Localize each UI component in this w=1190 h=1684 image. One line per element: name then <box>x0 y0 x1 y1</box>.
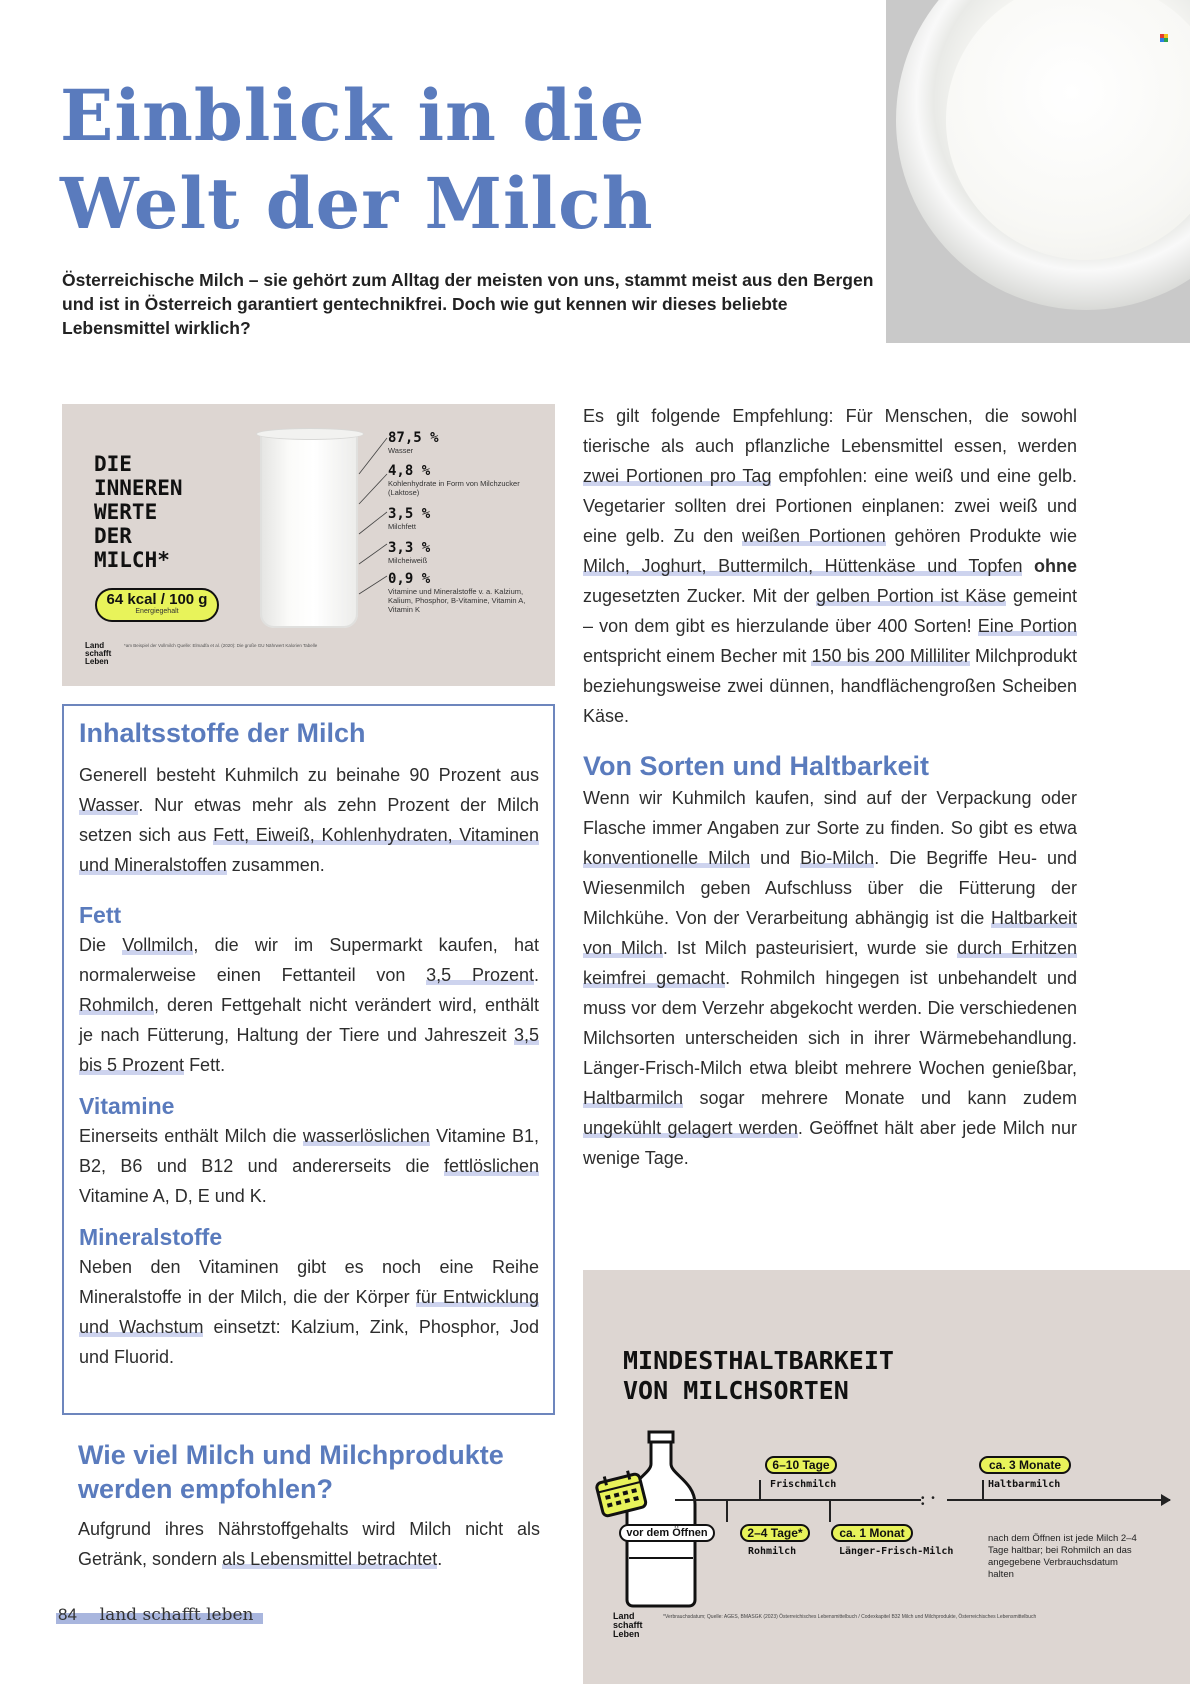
bold-text: ohne <box>1034 556 1077 576</box>
heading-line: INNEREN <box>94 476 183 500</box>
vitamine-text <box>79 1121 539 1211</box>
shelf-life-infographic <box>583 1270 1190 1684</box>
text-segment: empfohlen: eine weiß und eine gelb. Vegetarier sollten drei Portionen einplanen: zwei weiß und eine gelb. Zu den <box>583 466 1077 546</box>
mineral-title: Mineralstoffe <box>79 1224 223 1250</box>
nutrient-fat <box>388 506 528 531</box>
nutrient-value: 4,8 % <box>388 463 431 479</box>
nutrient-water <box>388 430 528 455</box>
rohmilch-pill: 2–4 Tage* <box>740 1524 810 1542</box>
highlighted-text: 150 bis 200 Milliliter <box>811 646 970 666</box>
text-segment <box>1022 556 1034 576</box>
text-segment: Milchprodukt beziehungsweise zwei dünnen, handflächengroßen Scheiben Käse. <box>583 646 1077 726</box>
color-marks-icon <box>1160 34 1168 42</box>
logo-line: Land <box>85 641 105 650</box>
timeline-tick <box>759 1480 761 1500</box>
infographic-heading <box>94 452 183 572</box>
nutrient-value: 87,5 % <box>388 430 439 446</box>
milk-bottle-icon <box>615 1428 703 1608</box>
highlighted-text: 3,5 bis 5 Prozent <box>79 1025 539 1075</box>
land-schafft-leben-logo <box>613 1612 643 1639</box>
text-segment: zusammen. <box>226 855 325 875</box>
highlighted-text: Vollmilch <box>122 935 194 955</box>
shelf-life-title-line: VON MILCHSORTEN <box>623 1376 849 1405</box>
highlighted-text: als Lebensmittel betrachtet <box>222 1549 438 1569</box>
nutrient-value: 0,9 % <box>388 571 431 587</box>
calendar-icon <box>593 1470 649 1518</box>
nutrient-vitamins <box>388 571 528 614</box>
footer-brand: land schafft leben <box>99 1605 254 1625</box>
text-segment: . <box>533 965 539 985</box>
timeline-arrow <box>1161 1494 1171 1506</box>
recommendation-section <box>78 1438 540 1574</box>
nutrient-protein <box>388 540 528 565</box>
highlighted-text: Eine Portion <box>977 616 1078 636</box>
nutrient-value: 3,3 % <box>388 540 431 556</box>
laenger-frisch-pill: ca. 1 Monat <box>831 1524 913 1542</box>
text-segment: . Geöffnet hält aber jede Milch nur wenige Tage. <box>583 1118 1077 1168</box>
ingredients-intro <box>79 760 539 880</box>
frischmilch-pill: 6–10 Tage <box>765 1456 837 1474</box>
title-line-2: Welt der Milch <box>60 162 654 245</box>
text-segment: einsetzt: Kalzium, Zink, Phosphor, Jod und Fluorid. <box>79 1317 539 1367</box>
nutrient-desc: Milchfett <box>388 522 416 531</box>
text-segment: entspricht einem Becher mit <box>583 646 812 666</box>
text-segment: gehören Produkte wie <box>885 526 1077 546</box>
rohmilch-label: Rohmilch <box>748 1546 797 1557</box>
nutrient-desc: Milcheiweiß <box>388 556 428 565</box>
highlighted-text: Haltbarkeit von Milch <box>583 908 1077 958</box>
milk-jar-photo <box>886 0 1190 343</box>
text-segment: Neben den Vitaminen gibt es noch eine Reihe Mineralstoffe in der Milch, die der Körper <box>79 1257 539 1307</box>
timeline-break: • • • <box>921 1496 947 1504</box>
nutrition-infographic <box>62 404 555 686</box>
fett-text <box>79 930 539 1080</box>
before-opening-label: vor dem Öffnen <box>619 1524 715 1542</box>
highlighted-text: 3,5 Prozent <box>426 965 534 985</box>
text-segment: sogar mehrere Monate und kann zudem <box>683 1088 1077 1108</box>
recommendation-title: Wie viel Milch und Milchprodukte werden empfohlen? <box>78 1440 504 1504</box>
kcal-label: Energiegehalt <box>135 608 179 615</box>
haltbarmilch-pill: ca. 3 Monate <box>979 1456 1071 1474</box>
text-segment: gemeint – von dem gibt es hierzulande über 400 Sorten! <box>583 586 1077 636</box>
nutrient-desc: Wasser <box>388 446 414 455</box>
highlighted-text: gelben Portion ist Käse <box>815 586 1007 606</box>
logo-line: Land <box>613 1611 635 1621</box>
highlighted-text: fettlöslichen <box>443 1156 539 1176</box>
shelf-life-title-line: MINDESTHALTBARKEIT <box>623 1346 894 1375</box>
text-segment: Die <box>79 935 123 955</box>
after-opening-note: nach dem Öffnen ist jede Milch 2–4 Tage haltbar; bei Rohmilch an das angegebene Verbrauchsdatum halten <box>988 1533 1137 1580</box>
highlighted-text: Haltbarmilch <box>583 1088 684 1108</box>
text-segment: Fett. <box>184 1055 226 1075</box>
highlighted-text: Milch, Joghurt, Buttermilch, Hüttenkäse und Topfen <box>583 556 1023 576</box>
shelf-life-source: *Verbrauchsdatum; Quelle: AGES, BMASGK (2023) Österreichisches Lebensmittelbuch / Codexkapitel B32 Milch und Milchprodukte, Österreichisches Lebensmittelbuch <box>663 1614 1037 1620</box>
haltbarmilch-label: Haltbarmilch <box>988 1479 1061 1490</box>
laenger-frisch-label: Länger-Frisch-Milch <box>839 1546 954 1557</box>
page-footer <box>58 1604 254 1626</box>
sorten-text <box>583 783 1077 1173</box>
sorten-title: Von Sorten und Haltbarkeit <box>583 751 930 781</box>
timeline-tick <box>726 1500 728 1522</box>
highlighted-text: durch Erhitzen keimfrei gemacht <box>583 938 1078 988</box>
title-line-1: Einblick in die <box>60 74 646 157</box>
kcal-value: 64 kcal / 100 g <box>106 591 208 608</box>
vitamine-title: Vitamine <box>79 1093 175 1119</box>
page-number: 84 <box>58 1605 77 1624</box>
highlighted-text: für Entwicklung und Wachstum <box>79 1287 539 1337</box>
highlighted-text: wasserlöslichen <box>302 1126 430 1146</box>
timeline-tick <box>982 1480 984 1500</box>
ingredients-title: Inhaltsstoffe der Milch <box>79 718 366 748</box>
intro-text: Österreichische Milch – sie gehört zum Alltag der meisten von uns, stammt meist aus den Bergen und ist in Österreich garantiert gentechnikfrei. Doch wie gut kennen wir dieses beliebte Lebensmittel wirklich? <box>62 270 874 338</box>
logo-line: Leben <box>613 1629 640 1639</box>
highlighted-text: Bio-Milch <box>800 848 875 868</box>
text-segment: . <box>437 1549 443 1569</box>
highlighted-text: Wasser <box>79 795 139 815</box>
highlighted-text: konventionelle Milch <box>583 848 751 868</box>
kcal-badge <box>95 588 219 622</box>
logo-line: schafft <box>85 649 112 658</box>
right-column <box>583 401 1077 1173</box>
heading-line: WERTE <box>94 500 158 524</box>
milk-glass-illustration <box>260 432 358 628</box>
mineral-text <box>79 1252 539 1372</box>
text-segment: . Rohmilch hingegen ist unbehandelt und muss vor dem Verzehr abgekocht werden. Die verschiedenen Milchsorten unterscheiden sich in ihrer Wärmebehandlung. Länger-Frisch-Milch etwa bleibt mehrere Wochen genießbar, <box>583 968 1077 1078</box>
highlighted-text: Rohmilch <box>79 995 155 1015</box>
logo-line: Leben <box>85 657 109 666</box>
text-segment: Einerseits enthält Milch die <box>79 1126 303 1146</box>
fett-title: Fett <box>79 902 122 928</box>
recommendation-text <box>78 1514 540 1574</box>
timeline-tick <box>829 1500 831 1522</box>
highlighted-text: Fett, Eiweiß, Kohlenhydraten, Vitaminen und Mineralstoffen <box>79 825 539 875</box>
text-segment: Generell besteht Kuhmilch zu beinahe 90 Prozent aus <box>79 765 539 785</box>
land-schafft-leben-logo <box>85 642 111 666</box>
ingredients-box <box>62 704 555 1415</box>
text-segment: zugesetzten Zucker. Mit der <box>583 586 816 606</box>
heading-line: MILCH* <box>94 548 170 572</box>
text-segment: Vitamine A, D, E und K. <box>79 1186 267 1206</box>
text-segment: Vitamine B1, B2, B6 und B12 und andererseits die <box>79 1126 539 1176</box>
text-segment: , die wir im Supermarkt kaufen, hat normalerweise einen Fettanteil von <box>79 935 539 985</box>
highlighted-text: ungekühlt gelagert werden <box>583 1118 798 1138</box>
page-title <box>60 72 654 248</box>
text-segment: . Ist Milch pasteurisiert, wurde sie <box>662 938 958 958</box>
nutrient-carbs <box>388 463 528 497</box>
text-segment: Aufgrund ihres Nährstoffgehalts wird Milch nicht als Getränk, sondern <box>78 1519 540 1569</box>
highlighted-text: weißen Portionen <box>741 526 886 546</box>
highlighted-text: zwei Portionen pro Tag <box>583 466 772 486</box>
text-segment: Wenn wir Kuhmilch kaufen, sind auf der Verpackung oder Flasche immer Angaben zur Sorte zu finden. So gibt es etwa <box>583 788 1077 838</box>
nutrient-desc: Kohlenhydrate in Form von Milchzucker (Laktose) <box>388 479 520 497</box>
text-segment: . Die Begriffe Heu- und Wiesenmilch geben Aufschluss über die Fütterung der Milchkühe. Von der Verarbeitung abhängig ist die <box>583 848 1077 928</box>
text-segment: , deren Fettgehalt nicht verändert wird, enthält je nach Fütterung, Haltung der Tiere und Jahreszeit <box>79 995 539 1045</box>
heading-line: DER <box>94 524 132 548</box>
nutrient-value: 3,5 % <box>388 506 431 522</box>
frischmilch-label: Frischmilch <box>770 1479 837 1490</box>
nutrient-desc: Vitamine und Mineralstoffe v. a. Kalzium, Kalium, Phosphor, B-Vitamine, Vitamin A, Vitamin K <box>388 587 526 614</box>
text-segment: Es gilt folgende Empfehlung: Für Menschen, die sowohl tierische als auch pflanzliche Lebensmittel essen, werden <box>583 406 1077 456</box>
infographic-source: *am Beispiel der Vollmilch Quelle: Elmadfa et al. (2020): Die große GU Nährwert Kalorien Tabelle <box>124 643 318 648</box>
text-segment: und <box>750 848 801 868</box>
logo-line: schafft <box>613 1620 643 1630</box>
shelf-life-title <box>623 1346 894 1406</box>
text-segment: . Nur etwas mehr als zehn Prozent der Milch setzen sich aus <box>79 795 539 845</box>
heading-line: DIE <box>94 452 132 476</box>
portions-text <box>583 401 1077 731</box>
